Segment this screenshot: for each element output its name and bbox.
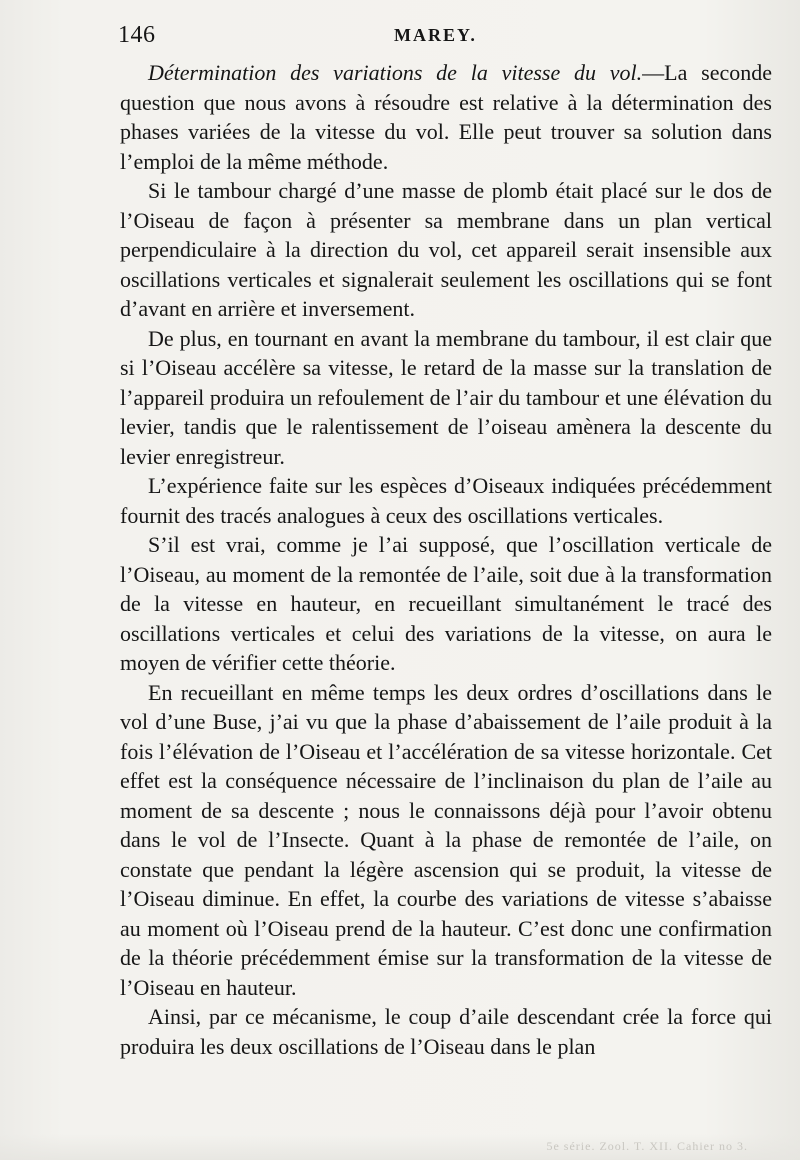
paragraph-2: Si le tambour chargé d’une masse de plomb était placé sur le dos de l’Oiseau de façon à présenter sa membrane dans un plan vertical perpendiculaire à la direction du vol, cet appareil serait insensible aux oscillations verticales et signalerait seulement les oscillations qui se font d’avant en arrière et inversement. <box>120 178 772 321</box>
paragraph-1-rest: —La seconde question que nous avons à résoudre est relative à la détermination des phases variées de la vitesse du vol. Elle peut trouver sa solution dans l’emploi de la même méthode. <box>120 60 773 174</box>
body-text <box>120 58 772 1061</box>
paragraph-1 <box>120 58 772 176</box>
page-bleed <box>0 1134 800 1160</box>
bleed-through-text: 5e série. Zool. T. XII. Cahier no 3. <box>546 1139 748 1153</box>
page-number: 146 <box>118 22 156 48</box>
paragraph-6: En recueillant en même temps les deux ordres d’oscillations dans le vol d’une Buse, j’ai vu que la phase d’abaissement de l’aile produit à la fois l’élévation de l’Oiseau et l’accélération de sa vitesse horizontale. Cet effet est la conséquence nécessaire de l’inclinaison du plan de l’aile au moment de sa descente ; nous le connaissons déjà pour l’avoir obtenu dans le vol de l’Insecte. Quant à la phase de remontée de l’aile, on constate que pendant la légère ascension qui se produit, la vitesse de l’Oiseau diminue. En effet, la courbe des variations de vitesse s’abaisse au moment où l’Oiseau prend de la hauteur. C’est donc une confirmation de la théorie précédemment émise sur la transformation de la vitesse de l’Oiseau en hauteur. <box>120 679 772 1000</box>
page-header <box>118 14 772 50</box>
paragraph-3: De plus, en tournant en avant la membrane du tambour, il est clair que si l’Oiseau accélère sa vitesse, le retard de la masse sur la translation de l’appareil produira un refoulement de l’air du tambour et une élévation du levier, tandis que le ralentissement de l’oiseau amènera la descente du levier enregistreur. <box>120 325 772 469</box>
paragraph-7: Ainsi, par ce mécanisme, le coup d’aile descendant crée la force qui produira les deux oscillations de l’Oiseau dans le plan <box>120 1004 772 1059</box>
paragraph-1-lead: Détermination des variations de la vitesse du vol. <box>148 60 643 85</box>
paragraph-5: S’il est vrai, comme je l’ai supposé, que l’oscillation verticale de l’Oiseau, au moment de la remontée de l’aile, soit due à la transformation de la vitesse en hauteur, en recueillant simultanément le tracé des oscillations verticales et celui des variations de la vitesse, on aura le moyen de vérifier cette théorie. <box>120 532 772 675</box>
running-head: MAREY. <box>394 25 477 45</box>
paragraph-4: L’expérience faite sur les espèces d’Oiseaux indiquées précédemment fournit des tracés analogues à ceux des oscillations verticales. <box>120 473 772 528</box>
